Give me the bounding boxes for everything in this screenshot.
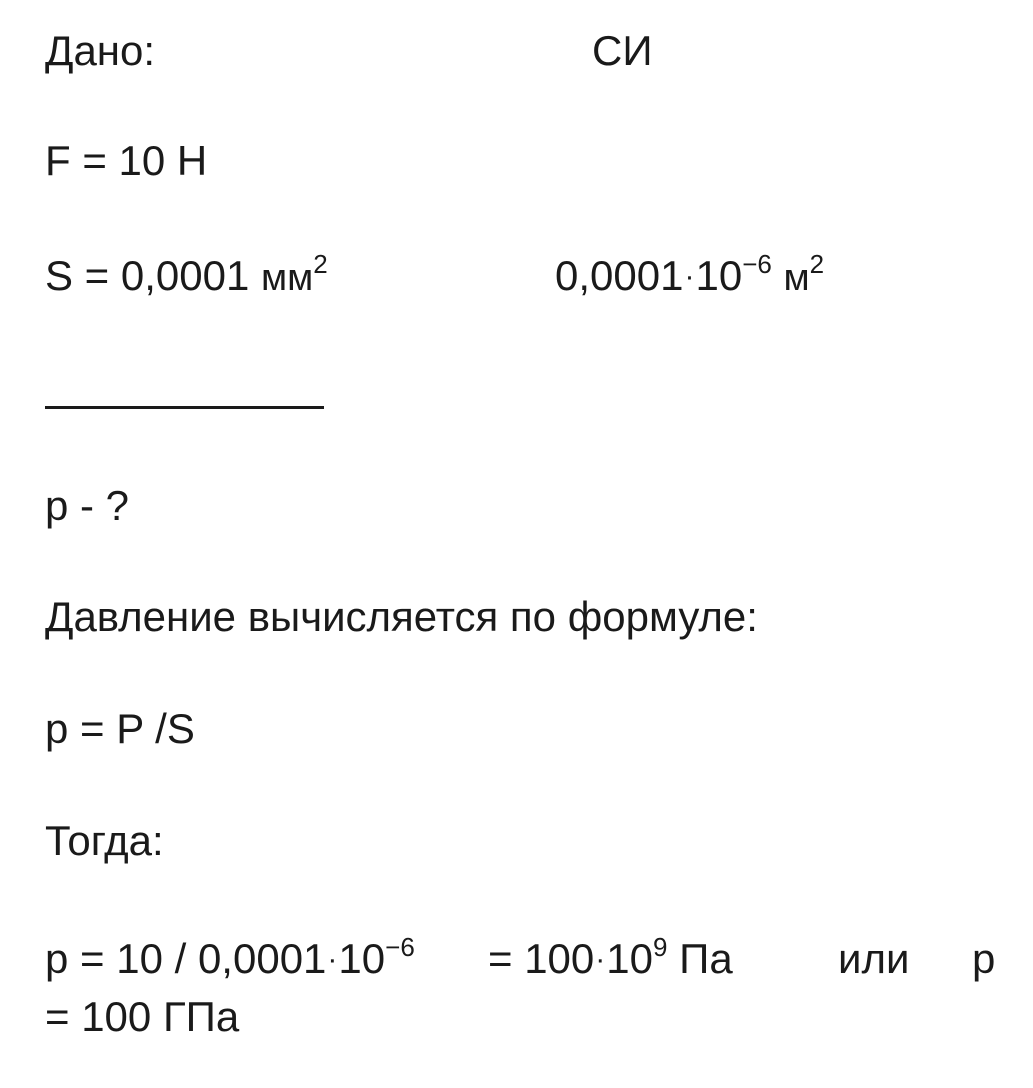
multiply-dot: · (327, 943, 338, 976)
formula: p = P /S (45, 705, 195, 752)
area-si-exponent: −6 (742, 249, 772, 279)
given-label: Дано: (45, 27, 156, 74)
result-base1: 10 (338, 935, 386, 982)
result-base2: 10 (606, 935, 653, 982)
si-header: СИ (592, 27, 653, 74)
result-exponent1: −6 (385, 932, 415, 962)
result-exponent2: 9 (653, 932, 668, 962)
then-label: Тогда: (45, 817, 164, 864)
or-word: или (838, 935, 910, 982)
formula-intro: Давление вычисляется по формуле: (45, 593, 758, 640)
find-quantity: p - ? (45, 482, 130, 529)
area-si-value (555, 249, 825, 299)
given-divider (45, 406, 324, 409)
multiply-dot: · (684, 260, 695, 293)
result-value (488, 932, 733, 982)
force-value: F = 10 Н (45, 137, 208, 184)
result-part1: p = 10 / 0,0001 (45, 935, 327, 982)
area-si-mantissa: 0,0001 (555, 252, 684, 299)
result-line (45, 932, 415, 982)
multiply-dot: · (595, 943, 606, 976)
result-final: = 100 ГПа (45, 993, 240, 1040)
area-number: S = 0,0001 (45, 252, 250, 299)
area-si-base: 10 (695, 252, 743, 299)
area-value (45, 249, 328, 299)
result-part2: = 100 (488, 935, 595, 982)
area-unit-exponent: 2 (313, 249, 328, 279)
area-si-unit-exponent: 2 (809, 249, 825, 279)
area-unit: мм (261, 257, 314, 299)
area-si-unit: м (783, 257, 810, 299)
result-unit: Па (679, 935, 733, 982)
result-p-symbol: p (972, 935, 996, 982)
